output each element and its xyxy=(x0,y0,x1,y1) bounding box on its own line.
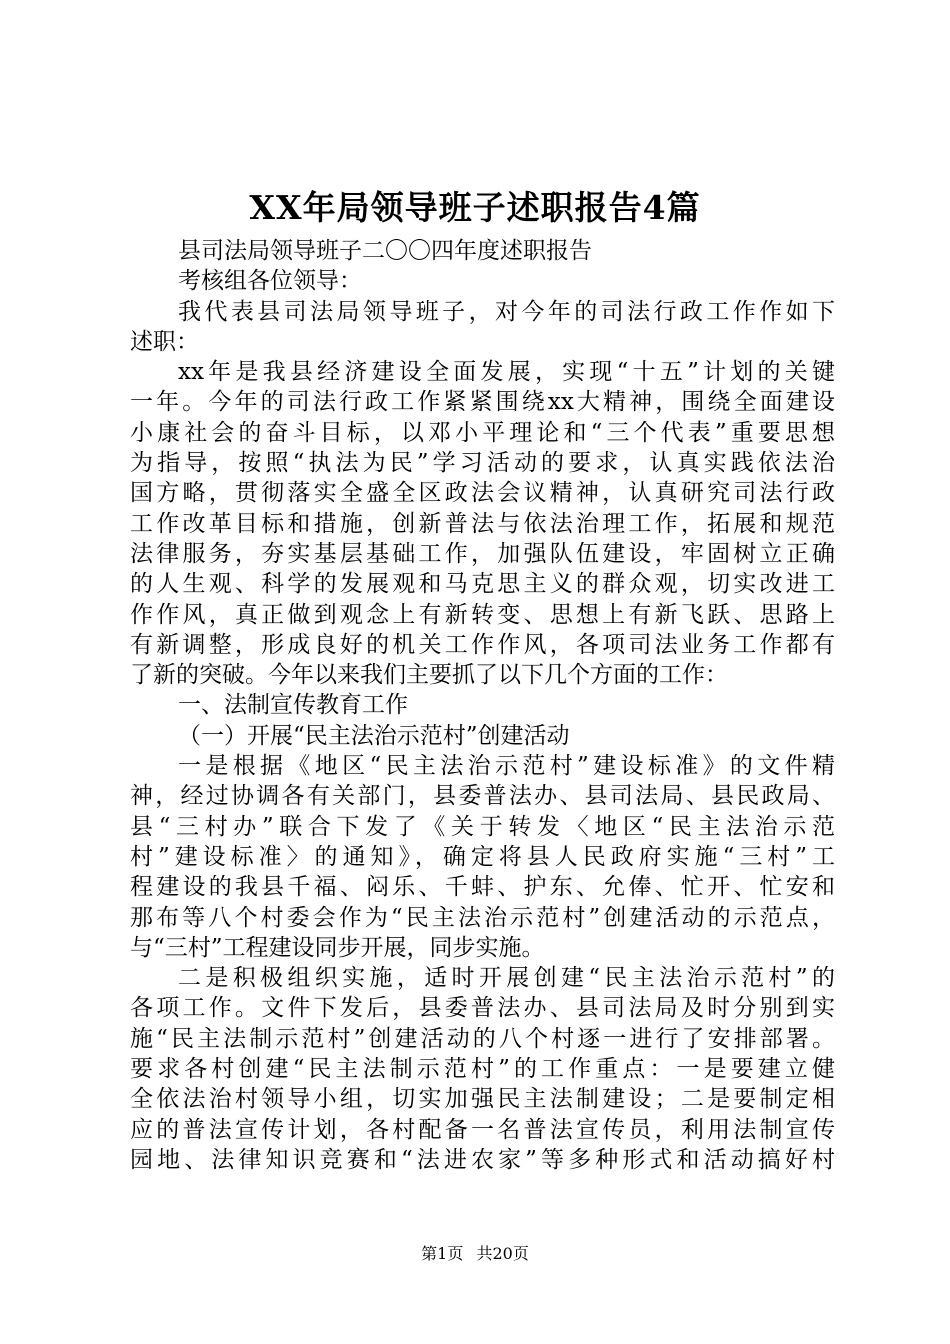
page-footer xyxy=(0,1243,950,1265)
text-line: 县司法局领导班子二〇〇四年度述职报告 xyxy=(178,238,592,264)
page-total: 共20页 xyxy=(476,1244,529,1263)
text-line: 述职： xyxy=(130,328,199,355)
text-line: 作作风，真正做到观念上有新转变、思想上有新飞跃、思路上 xyxy=(130,601,835,628)
text-line: 小康社会的奋斗目标，以邓小平理论和“三个代表”重要思想 xyxy=(130,419,835,446)
text-line: 工作改革目标和措施，创新普法与依法治理工作，拓展和规范 xyxy=(130,510,835,537)
text-line: 了新的突破。今年以来我们主要抓了以下几个方面的工作： xyxy=(130,662,728,689)
text-line: 国方略，贯彻落实全盛全区政法会议精神，认真研究司法行政 xyxy=(130,480,835,507)
text-line: 村”建设标准〉的通知》，确定将县人民政府实施“三村”工 xyxy=(130,843,835,870)
text-line: 全依法治村领导小组，切实加强民主法制建设；二是要制定相 xyxy=(130,1086,835,1113)
text-line: 那布等八个村委会作为“民主法治示范村”创建活动的示范点， xyxy=(130,904,835,931)
text-line: 有新调整，形成良好的机关工作作风，各项司法业务工作都有 xyxy=(130,631,835,658)
document-body xyxy=(130,236,835,1175)
text-line: 要求各村创建“民主法制示范村”的工作重点：一是要建立健 xyxy=(130,1056,835,1083)
text-line: 我代表县司法局领导班子，对今年的司法行政工作作如下 xyxy=(178,298,835,325)
text-line: 与“三村”工程建设同步开展，同步实施。 xyxy=(130,934,545,961)
subsection-heading: （一）开展“民主法治示范村”创建活动 xyxy=(178,722,570,749)
text-line: 县“三村办”联合下发了《关于转发〈地区“民主法治示范 xyxy=(130,813,835,840)
text-line: 神，经过协调各有关部门，县委普法办、县司法局、县民政局、 xyxy=(130,783,835,810)
text-line: 考核组各位领导： xyxy=(178,268,362,295)
text-line: 园地、法律知识竞赛和“法进农家”等多种形式和活动搞好村 xyxy=(130,1146,835,1173)
text-line: 法律服务，夯实基层基础工作，加强队伍建设，牢固树立正确 xyxy=(130,540,835,567)
text-line: 程建设的我县千福、闷乐、千蚌、护东、允俸、忙开、忙安和 xyxy=(130,874,835,901)
text-line: xx年是我县经济建设全面发展，实现“十五”计划的关键 xyxy=(178,359,835,386)
text-line: 应的普法宣传计划，各村配备一名普法宣传员，利用法制宣传 xyxy=(130,1116,835,1143)
text-line: 一年。今年的司法行政工作紧紧围绕xx大精神，围绕全面建设 xyxy=(130,389,835,416)
text-line: 各项工作。文件下发后，县委普法办、县司法局及时分别到实 xyxy=(130,995,835,1022)
text-line: 的人生观、科学的发展观和马克思主义的群众观，切实改进工 xyxy=(130,571,835,598)
section-heading: 一、法制宣传教育工作 xyxy=(178,692,408,719)
text-line: 一是根据《地区“民主法治示范村”建设标准》的文件精 xyxy=(178,753,835,780)
page-number: 第1页 xyxy=(421,1244,464,1263)
text-line: 为指导，按照“执法为民”学习活动的要求，认真实践依法治 xyxy=(130,450,835,477)
text-line: 施“民主法制示范村”创建活动的八个村逐一进行了安排部署。 xyxy=(130,1025,835,1052)
document-title: XX年局领导班子述职报告4篇 xyxy=(249,188,701,227)
text-line: 二是积极组织实施，适时开展创建“民主法治示范村”的 xyxy=(178,965,835,992)
